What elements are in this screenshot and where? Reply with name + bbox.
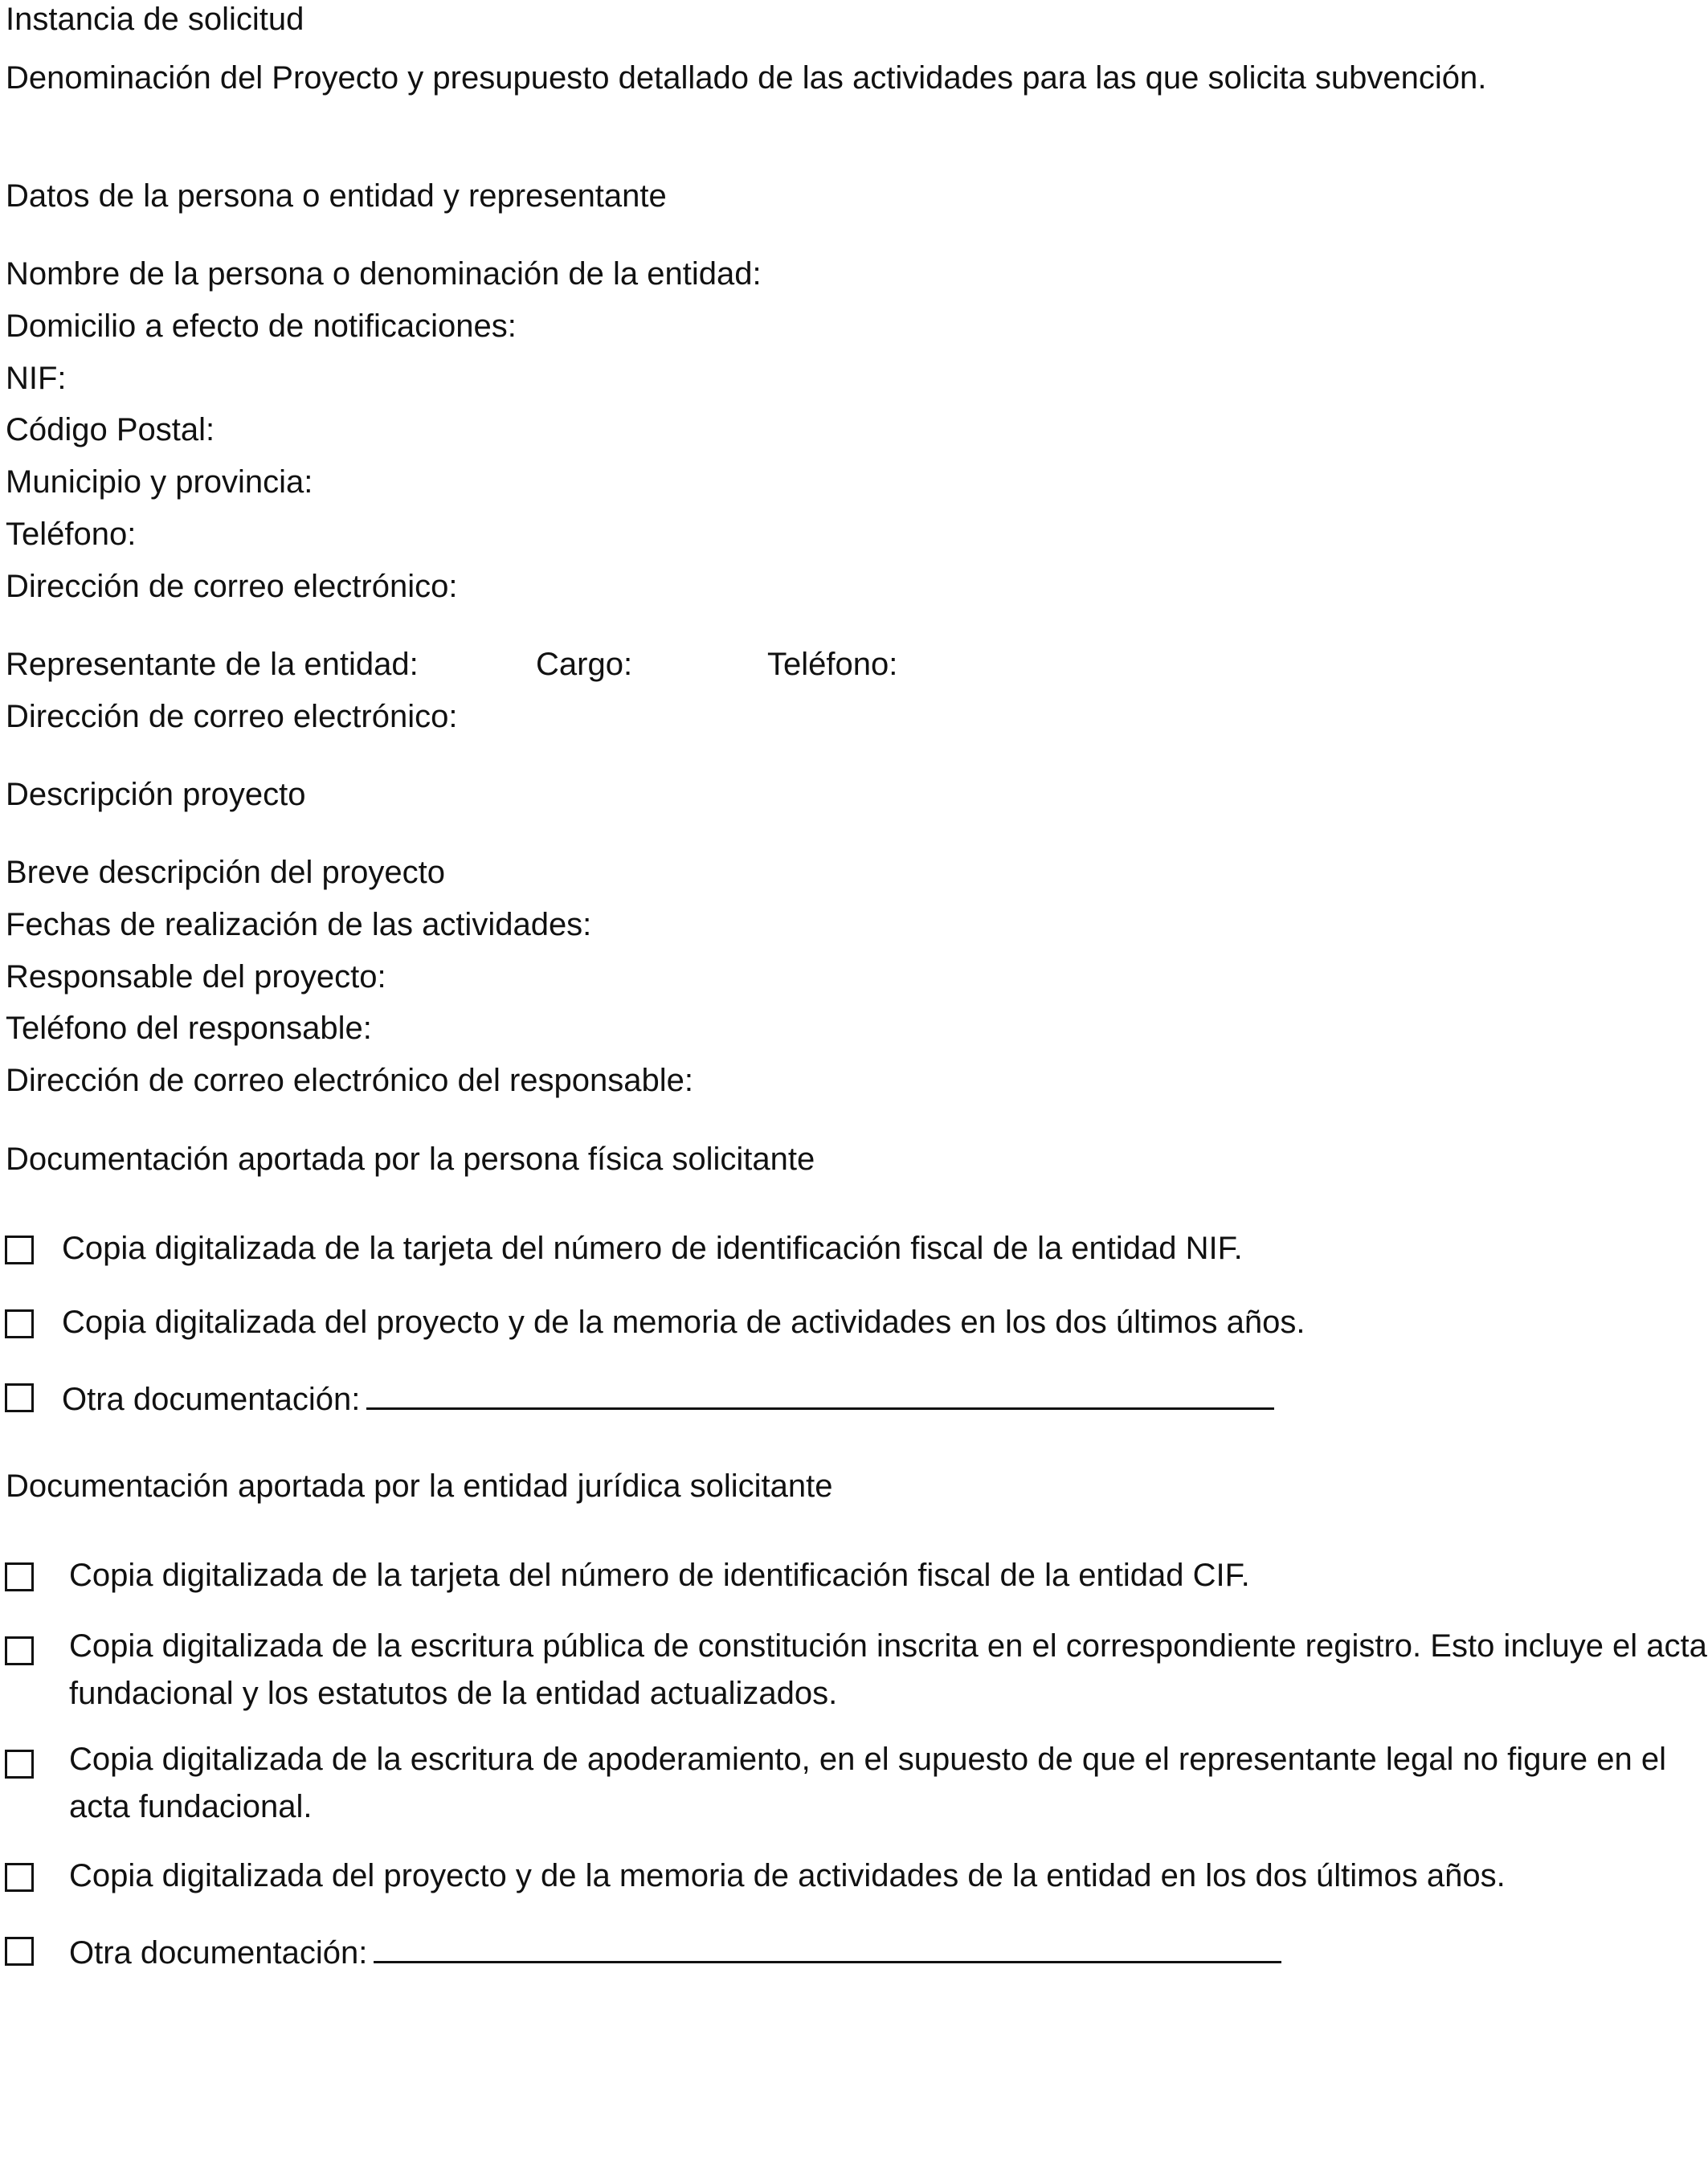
checklist-item-label: Copia digitalizada de la escritura de apoderamiento, en el supuesto de que el representante legal no figure en el acta fundacional. [69,1742,1667,1824]
page-subtitle: Denominación del Proyecto y presupuesto detallado de las actividades para las que solicita subvención. [6,60,1487,96]
field-label-representante: Representante de la entidad: [6,647,419,682]
field-label-correo: Dirección de correo electrónico: [6,569,458,604]
checkbox[interactable] [5,1562,34,1591]
section-heading-doc-fisica: Documentación aportada por la persona física solicitante [6,1142,815,1177]
page-title: Instancia de solicitud [6,2,304,37]
checklist-item-other [69,1930,1281,1972]
checklist-item-label: Otra documentación: [69,1935,368,1971]
field-label-municipio: Municipio y provincia: [6,464,313,500]
section-heading-proyecto: Descripción proyecto [6,777,306,812]
field-label-fechas: Fechas de realización de las actividades: [6,907,592,942]
field-label-nombre: Nombre de la persona o denominación de la entidad: [6,256,762,292]
field-label-breve: Breve descripción del proyecto [6,855,445,890]
checkbox[interactable] [5,1750,34,1779]
checklist-item-label: Copia digitalizada de la tarjeta del número de identificación fiscal de la entidad CIF. [69,1558,1250,1593]
checkbox[interactable] [5,1236,34,1264]
blank-line-field[interactable] [374,1930,1281,1963]
checklist-item-label: Copia digitalizada del proyecto y de la memoria de actividades de la entidad en los dos últimos años. [69,1858,1506,1893]
checkbox[interactable] [5,1937,34,1966]
checklist-item-other [62,1377,1274,1419]
checkbox[interactable] [5,1863,34,1892]
field-label-rep-telefono: Teléfono: [767,647,898,682]
field-label-responsable: Responsable del proyecto: [6,959,386,995]
checklist-item-label: Copia digitalizada de la escritura pública de constitución inscrita en el correspondiente registro. Esto incluye el acta fundacional y los estatutos de la entidad actualizados. [69,1628,1707,1711]
field-label-cargo: Cargo: [536,647,633,682]
checkbox[interactable] [5,1383,34,1412]
checklist-item-label: Copia digitalizada del proyecto y de la memoria de actividades en los dos últimos años. [62,1305,1306,1340]
field-label-rep-correo: Dirección de correo electrónico: [6,699,458,734]
field-label-nif: NIF: [6,361,67,396]
checklist-item-label: Copia digitalizada de la tarjeta del número de identificación fiscal de la entidad NIF. [62,1231,1243,1266]
field-label-correo-responsable: Dirección de correo electrónico del responsable: [6,1063,694,1098]
checklist-item-label: Otra documentación: [62,1382,361,1417]
checkbox[interactable] [5,1309,34,1338]
section-heading-datos: Datos de la persona o entidad y representante [6,178,667,214]
field-label-domicilio: Domicilio a efecto de notificaciones: [6,308,517,344]
field-label-telefono-responsable: Teléfono del responsable: [6,1011,372,1046]
field-label-codigo-postal: Código Postal: [6,412,215,447]
field-label-telefono: Teléfono: [6,517,137,552]
checkbox[interactable] [5,1636,34,1665]
section-heading-doc-juridica: Documentación aportada por la entidad jurídica solicitante [6,1468,833,1504]
blank-line-field[interactable] [366,1377,1274,1410]
